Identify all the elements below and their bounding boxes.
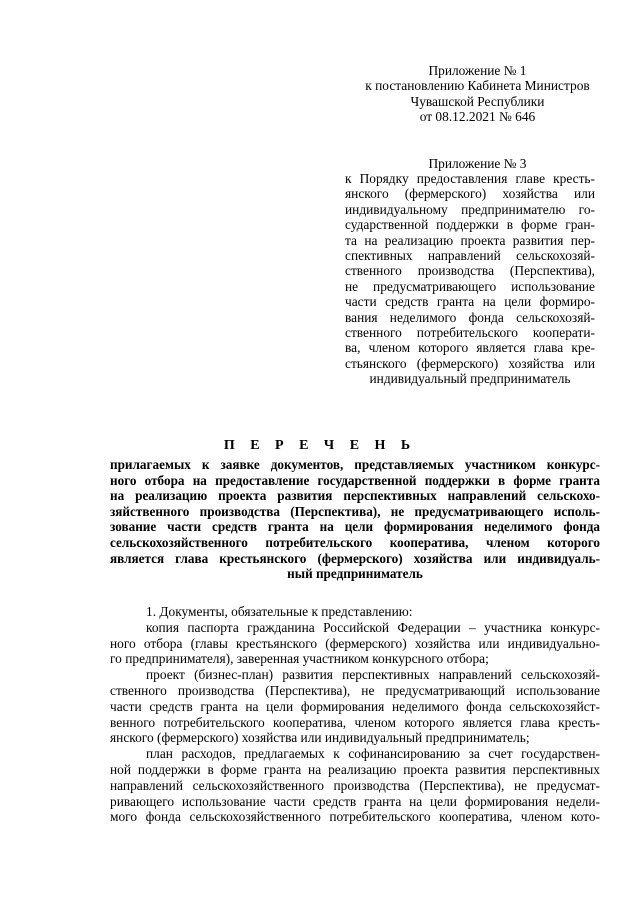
appendix-3-line: вания неделимого фонда сельскохозяй-: [345, 309, 595, 325]
paragraph-line: ной поддержки в форме гранта на реализацию проекта развития перспективных: [110, 761, 600, 777]
paragraph-line: янского (фермерского) хозяйства или индивидуальный предприниматель;: [110, 730, 530, 746]
appendix-3-line: ственного потребительского кооперати-: [345, 325, 595, 341]
appendix-3-title: Приложение № 3: [428, 156, 527, 171]
paragraph-line: части средств гранта на цели формирования неделимого фонда сельскохозяйст-: [110, 698, 600, 714]
paragraph-line: ственного производства (Перспектива), не предусматривающий использование: [110, 682, 600, 698]
appendix-1-line: Чувашской Республики: [410, 93, 545, 109]
appendix-3-line: не предусматривающего использование: [345, 278, 595, 294]
subheading-line: является глава крестьянского (фермерского) хозяйства или индивидуаль-: [110, 550, 600, 566]
appendix-1-line: Приложение № 1: [428, 63, 527, 78]
appendix-3-line: янского (фермерского) хозяйства или: [345, 186, 595, 202]
appendix-1-header: [345, 63, 610, 125]
appendix-3-line: спективных направлений сельскохозяй-: [345, 248, 595, 264]
appendix-3-line: ственного производства (Перспектива),: [345, 263, 595, 279]
subheading-line: зяйственного производства (Перспектива), не предусматривающего исполь-: [110, 503, 600, 519]
appendix-3-line: та на реализацию проекта развития пер-: [345, 232, 595, 248]
appendix-3-line: индивидуальный предприниматель: [369, 371, 571, 387]
appendix-3-line: к Порядку предоставления главе кресть-: [345, 171, 595, 186]
appendix-3-line: стьянского (фермерского) хозяйства или: [345, 355, 595, 371]
paragraph-line: направлений сельскохозяйственного производства (Перспектива), не предусмат-: [110, 777, 600, 793]
subheading-line: сельскохозяйственного потребительского кооператива, членом которого: [110, 534, 600, 550]
appendix-3-line: ва, членом которого является глава кре-: [345, 340, 595, 356]
paragraph-line: ного отбора (главы крестьянского (фермерского) хозяйства или индивидуально-: [110, 635, 600, 651]
subheading-line: ного отбора на предоставление государственной поддержки в форме гранта: [110, 472, 600, 488]
paragraph-line: проект (бизнес-план) развития перспективных направлений сельскохозяй-: [146, 667, 600, 683]
document-subheading: [110, 457, 600, 582]
paragraph-line: план расходов, предлагаемых к софинансированию за счет государствен-: [146, 746, 600, 762]
appendix-1-line: от 08.12.2021 № 646: [419, 109, 536, 125]
appendix-3-header: [345, 171, 595, 387]
appendix-3-line: части средств гранта на цели формиро-: [345, 294, 595, 310]
subheading-line: ный предприниматель: [287, 566, 423, 582]
appendix-3-line: сударственной поддержки в форме гран-: [345, 217, 595, 233]
appendix-3-line: индивидуальному предпринимателю го-: [345, 201, 595, 217]
document-body: [110, 604, 600, 825]
paragraph-line: венного потребительского кооператива, членом которого является глава кресть-: [110, 714, 600, 730]
paragraph-line: го предпринимателя), заверенная участником конкурсного отбора;: [110, 651, 489, 667]
subheading-line: прилагаемых к заявке документов, представляемых участником конкурс-: [110, 457, 600, 472]
paragraph-line: мого фонда сельскохозяйственного потребительского кооператива, членом кото-: [110, 809, 600, 825]
subheading-line: на реализацию проекта развития перспективных направлений сельскохо-: [110, 488, 600, 504]
document-heading: П Е Р Е Ч Е Н Ь: [223, 438, 417, 453]
paragraph-line: копия паспорта гражданина Российской Федерации – участника конкурс-: [146, 619, 600, 635]
paragraph-line: ривающего использование части средств гранта на цели формирования недели-: [110, 793, 600, 809]
subheading-line: зование части средств гранта на цели формирования неделимого фонда: [110, 519, 600, 535]
appendix-1-line: к постановлению Кабинета Министров: [365, 78, 590, 94]
section-1-heading: 1. Документы, обязательные к представлению:: [146, 604, 413, 619]
